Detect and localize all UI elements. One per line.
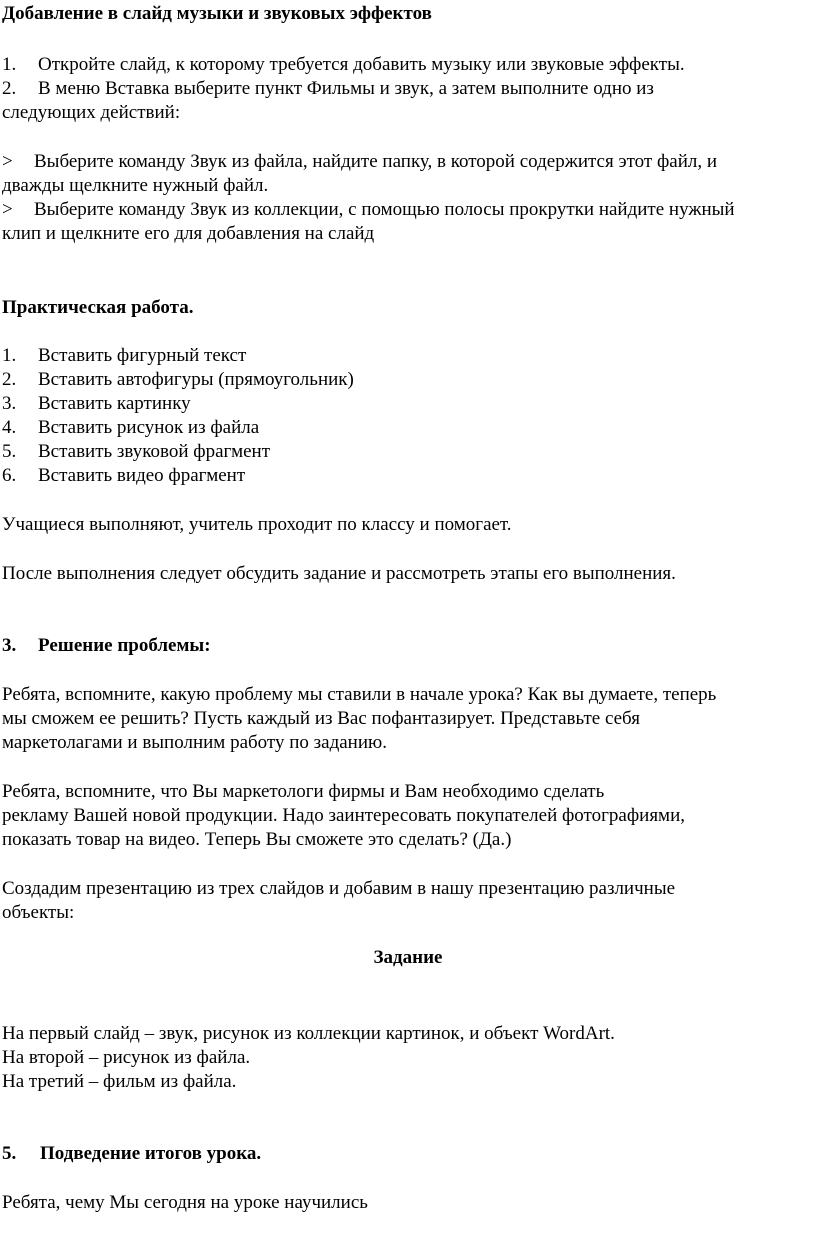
list-text: Вставить автофигуры (прямоугольник): [38, 369, 354, 390]
problem-paragraph-2-line: рекламу Вашей новой продукции. Надо заинтересовать покупателей фотографиями,: [2, 805, 685, 826]
problem-paragraph-2-line: Ребята, вспомните, что Вы маркетологи фирмы и Вам необходимо сделать: [2, 781, 605, 802]
task-line: На третий – фильм из файла.: [2, 1071, 237, 1092]
sound-bullet-1: [2, 150, 717, 174]
practical-item: [2, 416, 259, 440]
problem-paragraph-3-line: Создадим презентацию из трех слайдов и добавим в нашу презентацию различные: [2, 878, 676, 899]
bullet-text: Выберите команду Звук из коллекции, с помощью полосы прокрутки найдите нужный: [34, 199, 735, 220]
list-number: 2.: [2, 78, 17, 99]
practical-item: [2, 392, 191, 416]
bullet-text: Выберите команду Звук из файла, найдите папку, в которой содержится этот файл, и: [34, 151, 718, 172]
problem-paragraph-1-line: Ребята, вспомните, какую проблему мы ставили в начале урока? Как вы думаете, теперь: [2, 684, 717, 705]
list-text: Вставить видео фрагмент: [38, 465, 246, 486]
practical-item: [2, 464, 245, 488]
section-number: 3.: [2, 635, 17, 656]
sound-bullet-2: [2, 198, 735, 222]
practical-item: [2, 368, 354, 392]
section-number: 5.: [2, 1143, 17, 1164]
practical-item: [2, 344, 246, 368]
task-heading: Задание: [373, 947, 443, 968]
list-number: 1.: [2, 54, 17, 75]
problem-paragraph-1-line: мы сможем ее решить? Пусть каждый из Вас пофантазирует. Представьте себя: [2, 708, 640, 729]
practical-item: [2, 440, 270, 464]
list-number: 6.: [2, 465, 17, 486]
section-title: Подведение итогов урока.: [40, 1143, 262, 1164]
sound-step-1: [2, 53, 685, 77]
problem-paragraph-2-line: показать товар на видео. Теперь Вы сможете это сделать? (Да.): [2, 829, 512, 850]
sound-bullet-2-cont: клип и щелкните его для добавления на слайд: [2, 223, 375, 244]
bullet-marker: >: [2, 199, 13, 220]
list-number: 2.: [2, 369, 17, 390]
practical-heading: Практическая работа.: [2, 297, 194, 318]
list-number: 3.: [2, 393, 17, 414]
problem-heading: [2, 634, 211, 658]
summary-heading: [2, 1142, 261, 1166]
task-line: На второй – рисунок из файла.: [2, 1047, 251, 1068]
list-number: 1.: [2, 345, 17, 366]
list-text: Вставить рисунок из файла: [38, 417, 260, 438]
list-number: 5.: [2, 441, 17, 462]
problem-paragraph-3-line: объекты:: [2, 902, 75, 923]
sound-step-2-cont: следующих действий:: [2, 102, 181, 123]
practical-note-2: После выполнения следует обсудить задание и рассмотреть этапы его выполнения.: [2, 563, 676, 584]
bullet-marker: >: [2, 151, 13, 172]
list-text: Откройте слайд, к которому требуется добавить музыку или звуковые эффекты.: [38, 54, 685, 75]
problem-paragraph-1-line: маркетолагами и выполним работу по заданию.: [2, 732, 387, 753]
list-text: В меню Вставка выберите пункт Фильмы и звук, а затем выполните одно из: [38, 78, 654, 99]
list-number: 4.: [2, 417, 17, 438]
list-text: Вставить фигурный текст: [38, 345, 247, 366]
task-line: На первый слайд – звук, рисунок из коллекции картинок, и объект WordArt.: [2, 1023, 615, 1044]
sound-section-heading: Добавление в слайд музыки и звуковых эффектов: [2, 3, 432, 24]
section-title: Решение проблемы:: [38, 635, 211, 656]
sound-step-2: [2, 77, 654, 101]
summary-line: Ребята, чему Мы сегодня на уроке научились: [2, 1192, 368, 1213]
sound-bullet-1-cont: дважды щелкните нужный файл.: [2, 175, 269, 196]
practical-note-1: Учащиеся выполняют, учитель проходит по классу и помогает.: [2, 514, 512, 535]
list-text: Вставить звуковой фрагмент: [38, 441, 270, 462]
list-text: Вставить картинку: [38, 393, 191, 414]
